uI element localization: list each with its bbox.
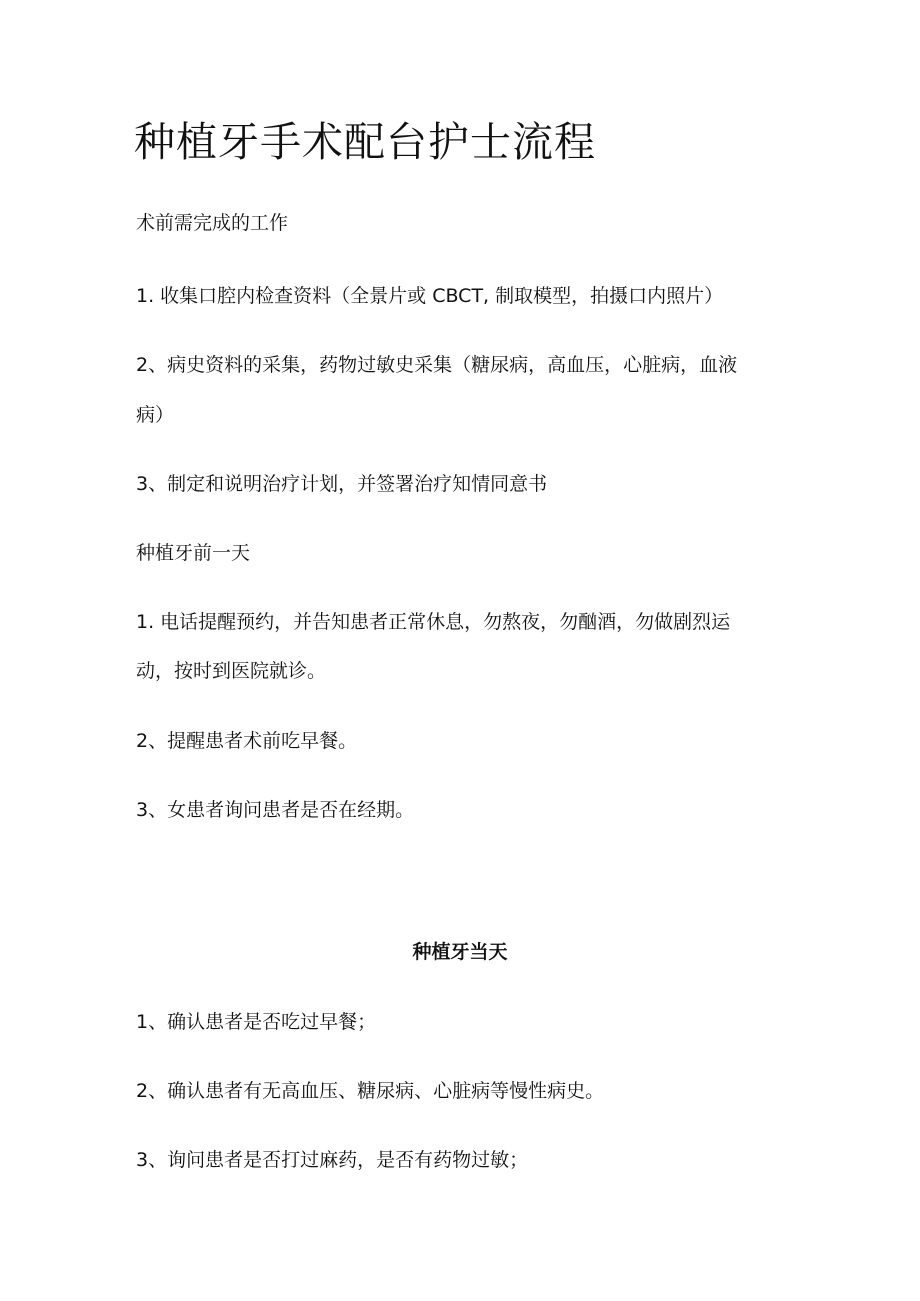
pre-op-item-3: 3、制定和说明治疗计划，并签署治疗知情同意书	[136, 473, 548, 495]
day-before-item-3: 3、女患者询问患者是否在经期。	[136, 799, 415, 821]
same-day-item-2: 2、确认患者有无高血压、糖尿病、心脏病等慢性病史。	[136, 1080, 605, 1102]
day-before-item-1: 1. 电话提醒预约，并告知患者正常休息，勿熬夜，勿酗酒，勿做剧烈运	[136, 611, 731, 633]
pre-op-item-2-cont: 病）	[136, 404, 175, 426]
same-day-item-3: 3、询问患者是否打过麻药，是否有药物过敏；	[136, 1149, 529, 1171]
day-before-heading: 种植牙前一天	[136, 542, 251, 564]
day-before-item-1-cont: 动，按时到医院就诊。	[136, 660, 327, 682]
same-day-item-1: 1、确认患者是否吃过早餐；	[136, 1011, 377, 1033]
same-day-heading: 种植牙当天	[412, 941, 508, 963]
pre-op-item-1: 1. 收集口腔内检查资料（全景片或 CBCT, 制取模型，拍摄口内照片）	[136, 285, 724, 307]
pre-op-item-2: 2、病史资料的采集，药物过敏史采集（糖尿病，高血压，心脏病，血液	[136, 354, 738, 376]
pre-op-heading: 术前需完成的工作	[136, 212, 289, 234]
document-title: 种植牙手术配台护士流程	[134, 118, 596, 166]
day-before-item-2: 2、提醒患者术前吃早餐。	[136, 730, 358, 752]
